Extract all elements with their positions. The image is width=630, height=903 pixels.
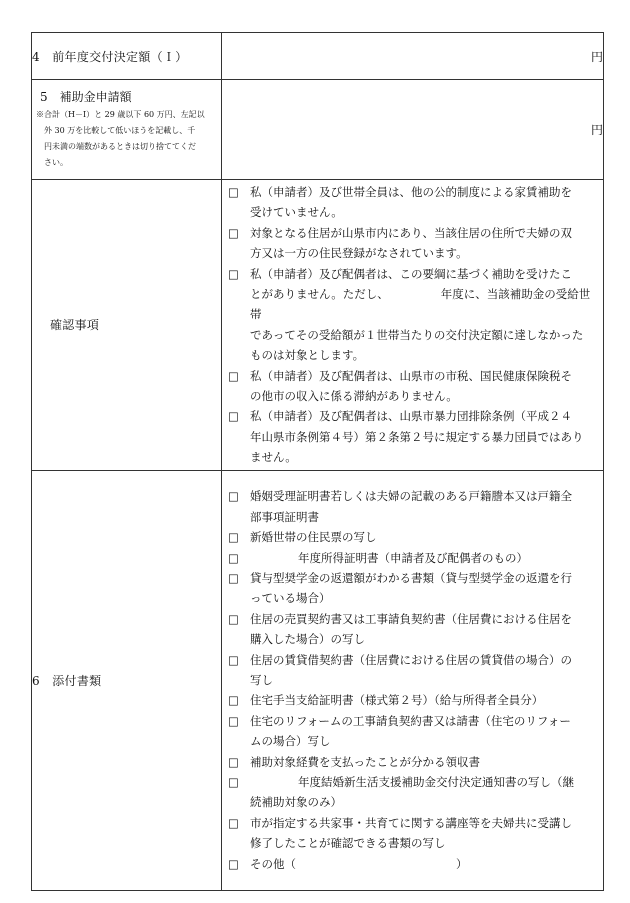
item-text: 住居の売買契約書又は工事請負契約書（住居費における住居を bbox=[250, 611, 572, 626]
checkbox-icon[interactable]: □ bbox=[228, 409, 239, 424]
checkbox-icon[interactable]: □ bbox=[228, 550, 239, 565]
item-text: の他市の収入に係る滞納がありません。 bbox=[250, 389, 458, 404]
checkbox-icon[interactable]: □ bbox=[228, 611, 239, 626]
item-text: 受けていません。 bbox=[250, 205, 343, 220]
attachment-item bbox=[228, 609, 597, 650]
application-amount-note-line: ※合計（H－I）と 29 歳以下 60 万円、左記以 bbox=[36, 110, 205, 119]
confirmation-list bbox=[222, 180, 603, 470]
confirmation-item bbox=[228, 264, 597, 366]
checkbox-icon[interactable]: □ bbox=[228, 815, 239, 830]
item-text: 年山県市条例第４号）第２条第２号に規定する暴力団員ではあり bbox=[250, 429, 584, 444]
attachment-item bbox=[228, 772, 597, 813]
item-text: とがありません。ただし、 bbox=[250, 287, 389, 302]
previous-grant-label: 4 前年度交付決定額（Ｉ） bbox=[32, 33, 222, 80]
checkbox-icon[interactable]: □ bbox=[228, 266, 239, 281]
row-confirmation bbox=[32, 180, 604, 471]
item-text: 私（申請者）及び配偶者は、この要綱に基づく補助を受けたこ bbox=[250, 266, 572, 281]
checkbox-icon[interactable]: □ bbox=[228, 570, 239, 585]
item-text: 修了したことが確認できる書類の写し bbox=[250, 836, 446, 851]
row-attachments bbox=[32, 470, 604, 890]
checkbox-icon[interactable]: □ bbox=[228, 368, 239, 383]
checkbox-icon[interactable]: □ bbox=[228, 754, 239, 769]
item-text: 婚姻受理証明書若しくは夫婦の記載のある戸籍謄本又は戸籍全 bbox=[250, 489, 572, 504]
confirmation-list-cell bbox=[222, 180, 604, 471]
checkbox-icon[interactable]: □ bbox=[228, 693, 239, 708]
confirmation-item bbox=[228, 223, 597, 264]
item-text: 補助対象経費を支払ったことが分かる領収書 bbox=[250, 754, 480, 769]
attachments-list-cell bbox=[222, 470, 604, 890]
item-text: 年度に、当該補助金の受給世帯 bbox=[250, 287, 591, 322]
checkbox-icon[interactable]: □ bbox=[228, 856, 239, 871]
item-text: 住居の賃貸借契約書（住居費における住居の賃貸借の場合）の bbox=[250, 652, 572, 667]
attachments-list bbox=[222, 484, 603, 876]
item-text: 部事項証明書 bbox=[250, 509, 319, 524]
checkbox-icon[interactable]: □ bbox=[228, 530, 239, 545]
application-amount-label: 5 補助金申請額 bbox=[40, 90, 132, 104]
item-text: 住宅のリフォームの工事請負契約書又は請書（住宅のリフォー bbox=[250, 713, 571, 728]
confirmation-item bbox=[228, 406, 597, 467]
row-application-amount bbox=[32, 80, 604, 180]
row-previous-grant bbox=[32, 33, 604, 80]
item-text: 市が指定する共家事・共育てに関する講座等を夫婦共に受講し bbox=[250, 815, 572, 830]
application-amount-note-line: 円未満の端数があるときは切り捨ててくだ bbox=[44, 142, 196, 151]
item-text: 購入した場合）の写し bbox=[250, 632, 365, 647]
confirmation-label: 確認事項 bbox=[32, 180, 222, 471]
application-amount-value[interactable] bbox=[222, 80, 604, 180]
item-text: 新婚世帯の住民票の写し bbox=[250, 530, 377, 545]
attachment-item bbox=[228, 690, 597, 710]
item-text: その他（ bbox=[250, 856, 296, 871]
item-text: 貸与型奨学金の返還額がわかる書類（貸与型奨学金の返還を行 bbox=[250, 570, 572, 585]
confirmation-item bbox=[228, 366, 597, 407]
item-text: 私（申請者）及び配偶者は、山県市の市税、国民健康保険税そ bbox=[250, 368, 572, 383]
application-amount-note-line: さい。 bbox=[44, 158, 68, 167]
item-text: っている場合） bbox=[250, 591, 331, 606]
item-text: 年度所得証明書（申請者及び配偶者のもの） bbox=[298, 550, 528, 565]
checkbox-icon[interactable]: □ bbox=[228, 713, 239, 728]
checkbox-icon[interactable]: □ bbox=[228, 775, 239, 790]
application-amount-note-line: 外 30 万を比較して低いほうを記載し、千 bbox=[44, 126, 196, 135]
application-form-table bbox=[31, 32, 604, 891]
item-text: 住宅手当支給証明書（様式第２号）（給与所得者全員分） bbox=[250, 693, 544, 708]
item-text: ） bbox=[456, 856, 468, 871]
item-text: ムの場合）写し bbox=[250, 734, 331, 749]
application-amount-label-cell bbox=[32, 80, 222, 180]
attachment-item bbox=[228, 711, 597, 752]
item-text: ものは対象とします。 bbox=[250, 348, 365, 363]
attachment-item bbox=[228, 527, 597, 547]
item-text: 続補助対象のみ） bbox=[250, 795, 342, 810]
item-text: 年度結婚新生活支援補助金交付決定通知書の写し（継 bbox=[298, 775, 574, 790]
item-text: 私（申請者）及び配偶者は、山県市暴力団排除条例（平成２４ bbox=[250, 409, 572, 424]
attachment-item bbox=[228, 486, 597, 527]
yen-unit: 円 bbox=[590, 123, 603, 137]
confirmation-item bbox=[228, 182, 597, 223]
yen-unit: 円 bbox=[590, 49, 603, 64]
checkbox-icon[interactable]: □ bbox=[228, 489, 239, 504]
attachment-item bbox=[228, 650, 597, 691]
item-text: 対象となる住居が山県市内にあり、当該住居の住所で夫婦の双 bbox=[250, 225, 572, 240]
attachment-item bbox=[228, 568, 597, 609]
attachment-item bbox=[228, 854, 597, 874]
item-text: であってその受給額が１世帯当たりの交付決定額に達しなかった bbox=[250, 327, 584, 342]
attachments-label: 6 添付書類 bbox=[32, 470, 222, 890]
item-text: 写し bbox=[250, 672, 273, 687]
item-text: 方又は一方の住民登録がなされています。 bbox=[250, 246, 468, 261]
attachment-item bbox=[228, 548, 597, 568]
checkbox-icon[interactable]: □ bbox=[228, 185, 239, 199]
item-text: ません。 bbox=[250, 450, 297, 465]
previous-grant-value[interactable] bbox=[222, 33, 604, 80]
attachment-item bbox=[228, 752, 597, 772]
checkbox-icon[interactable]: □ bbox=[228, 652, 239, 667]
checkbox-icon[interactable]: □ bbox=[228, 225, 239, 240]
attachment-item bbox=[228, 813, 597, 854]
item-text: 私（申請者）及び世帯全員は、他の公的制度による家賃補助を bbox=[250, 185, 572, 199]
